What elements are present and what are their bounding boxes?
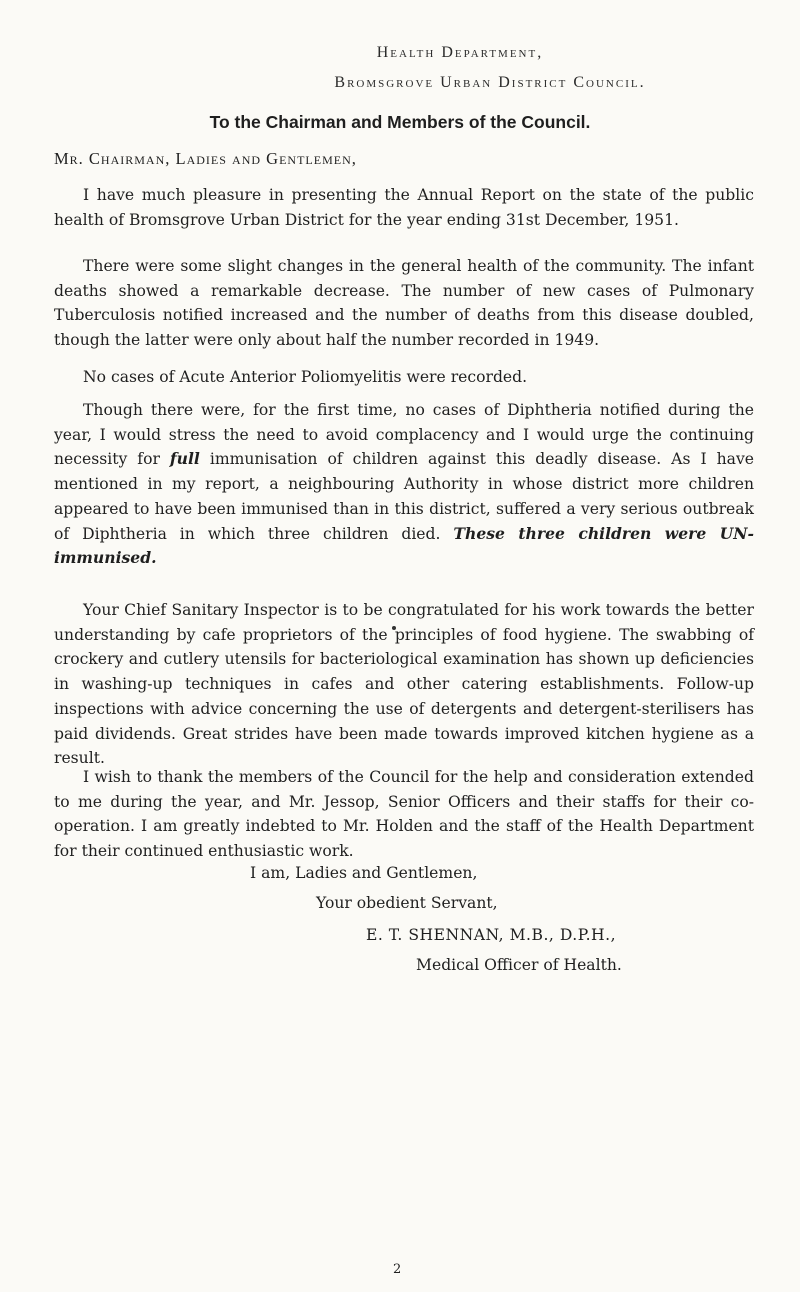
signature-title: Medical Officer of Health. — [416, 956, 622, 974]
paragraph-text-part: immunisation of children against this deadly disease. As I have mentioned in my report, a neighbouring Authority in whose district more children appeared to have been immunised than in this district, suffered a very serious outbreak of Diphtheria in which three children died. — [54, 450, 754, 543]
page-number: 2 — [393, 1262, 402, 1277]
emphasis-full: full — [169, 449, 200, 469]
paragraph-text: I wish to thank the members of the Council for the help and consideration extended to me during the year, and Mr. Jessop, Senior Officers and their staffs for their co-operation. I am greatly indebted to Mr. Holden and the staff of the Health Department for their continued enthusiastic work. — [54, 768, 754, 861]
salutation: Mr. Chairman, Ladies and Gentlemen, — [54, 149, 357, 168]
paragraph-poliomyelitis — [54, 365, 754, 390]
paragraph-text: I have much pleasure in presenting the Annual Report on the state of the public health of Bromsgrove Urban District for the year ending 31st December, 1951. — [54, 186, 754, 229]
signature: E. T. SHENNAN, M.B., D.P.H., — [366, 926, 617, 944]
paragraph-text: Your Chief Sanitary Inspector is to be congratulated for his work towards the better understanding by cafe proprietors of the principles of food hygiene. The swabbing of crockery and cutlery utensils for bacteriological examination has shown up deficiencies in washing-up techniques in cafes and other catering establishments. Follow-up inspections with advice concerning the use of detergents and detergent-sterilisers has paid dividends. Great strides have been made towards improved kitchen hygiene as a result. — [54, 601, 754, 768]
paragraph-thanks — [54, 765, 754, 864]
paragraph-text — [54, 398, 754, 571]
department-header: Health Department, — [376, 44, 544, 61]
paragraph-diphtheria — [54, 398, 754, 571]
paragraph-general-health — [54, 254, 754, 353]
paragraph-sanitary-inspector — [54, 598, 754, 771]
council-header: Bromsgrove Urban District Council. — [334, 74, 646, 91]
paragraph-text: There were some slight changes in the general health of the community. The infant deaths showed a remarkable decrease. The number of new cases of Pulmonary Tuberculosis notified increased and the number of deaths from this disease doubled, though the latter were only about half the number recorded in 1949. — [54, 257, 754, 350]
closing-servant: Your obedient Servant, — [316, 894, 498, 912]
paragraph-text: No cases of Acute Anterior Poliomyelitis were recorded. — [83, 368, 528, 386]
paragraph-text-part: Though there were, for the first time, no cases of Diphtheria notified during the year, I would stress the need to avoid complacency and I would urge the continuing necessity for — [54, 401, 754, 469]
emphasis-unimmunised: These three children were UN-immunised. — [54, 523, 754, 568]
closing-line: I am, Ladies and Gentlemen, — [250, 864, 478, 882]
paragraph-intro — [54, 183, 754, 232]
address-title: To the Chairman and Members of the Council. — [209, 112, 591, 132]
